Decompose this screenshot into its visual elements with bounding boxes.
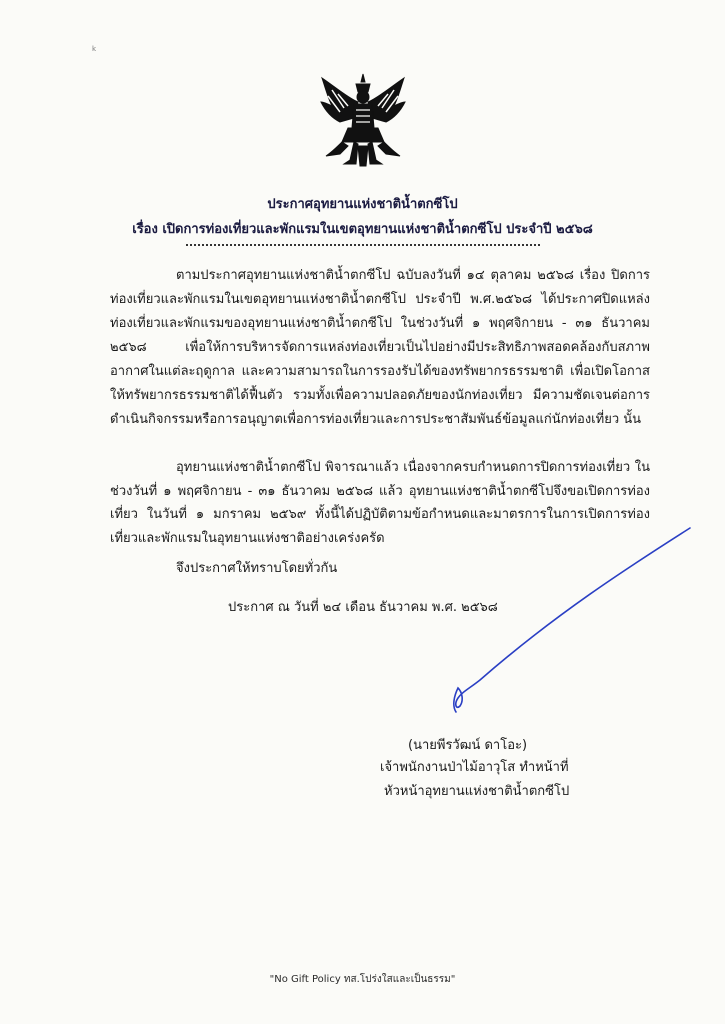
body-paragraph-1: ตามประกาศอุทยานแห่งชาติน้ำตกซีโป ฉบับลงวันที่ ๑๔ ตุลาคม ๒๕๖๘ เรื่อง ปิดการท่องเที่ยวและพักแรมในเขตอุทยานแห่งชาติน้ำตกซีโป ประจำปี พ.ศ.๒๕๖๘ ได้ประกาศปิดแหล่งท่องเที่ยวและพักแรมของอุทยานแห่งชาติน้ำตกซีโป ในช่วงวันที่ ๑ พฤศจิกายน - ๓๑ ธันวาคม ๒๕๖๘ เพื่อให้การบริหารจัดการแหล่งท่องเที่ยวเป็นไปอย่างมีประสิทธิภาพสอดคล้องกับสภาพอากาศในแต่ละฤดูกาล และความสามารถในการรองรับได้ของทรัพยากรธรรมชาติ เพื่อเปิดโอกาสให้ทรัพยากรธรรมชาติได้ฟื้นตัว รวมทั้งเพื่อความปลอดภัยของนักท่องเที่ยว มีความชัดเจนต่อการดำเนินกิจกรรมหรือการอนุญาตเพื่อการท่องเที่ยวและการประชาสัมพันธ์ข้อมูลแก่นักท่องเที่ยว นั้น bbox=[110, 268, 650, 427]
date-line: ประกาศ ณ วันที่ ๒๔ เดือน ธันวาคม พ.ศ. ๒๕๖๘ bbox=[228, 600, 498, 615]
body-paragraph-2: อุทยานแห่งชาติน้ำตกซีโป พิจารณาแล้ว เนื่องจากครบกำหนดการปิดการท่องเที่ยว ในช่วงวันที่ ๑ พฤศจิกายน - ๓๑ ธันวาคม ๒๕๖๘ แล้ว อุทยานแห่งชาติน้ำตกซีโปจึงขอเปิดการท่องเที่ยว ในวันที่ ๑ มกราคม ๒๕๖๙ ทั้งนี้ได้ปฏิบัติตามข้อกำหนดและมาตรการในการเปิดการท่องเที่ยวและพักแรมในอุทยานแห่งชาติอย่างเคร่งครัด bbox=[110, 460, 650, 546]
signer-position-2: หัวหน้าอุทยานแห่งชาติน้ำตกซีโป bbox=[384, 784, 570, 799]
garuda-emblem-icon bbox=[318, 72, 408, 170]
dotted-divider bbox=[186, 244, 540, 246]
closing-line: จึงประกาศให้ทราบโดยทั่วกัน bbox=[176, 561, 338, 576]
footer-slogan: "No Gift Policy ทส.โปร่งใสและเป็นธรรม" bbox=[269, 974, 456, 985]
announcement-title: ประกาศอุทยานแห่งชาติน้ำตกซีโป bbox=[267, 197, 458, 212]
signer-position-1: เจ้าพนักงานป่าไม้อาวุโส ทำหน้าที่ bbox=[380, 760, 569, 775]
signer-name: (นายพีรวัฒน์ ดาโอะ) bbox=[408, 738, 528, 753]
corner-mark: k bbox=[92, 45, 97, 53]
handwritten-signature bbox=[440, 520, 705, 720]
announcement-subject: เรื่อง เปิดการท่องเที่ยวและพักแรมในเขตอุทยานแห่งชาติน้ำตกซีโป ประจำปี ๒๕๖๘ bbox=[132, 222, 593, 237]
